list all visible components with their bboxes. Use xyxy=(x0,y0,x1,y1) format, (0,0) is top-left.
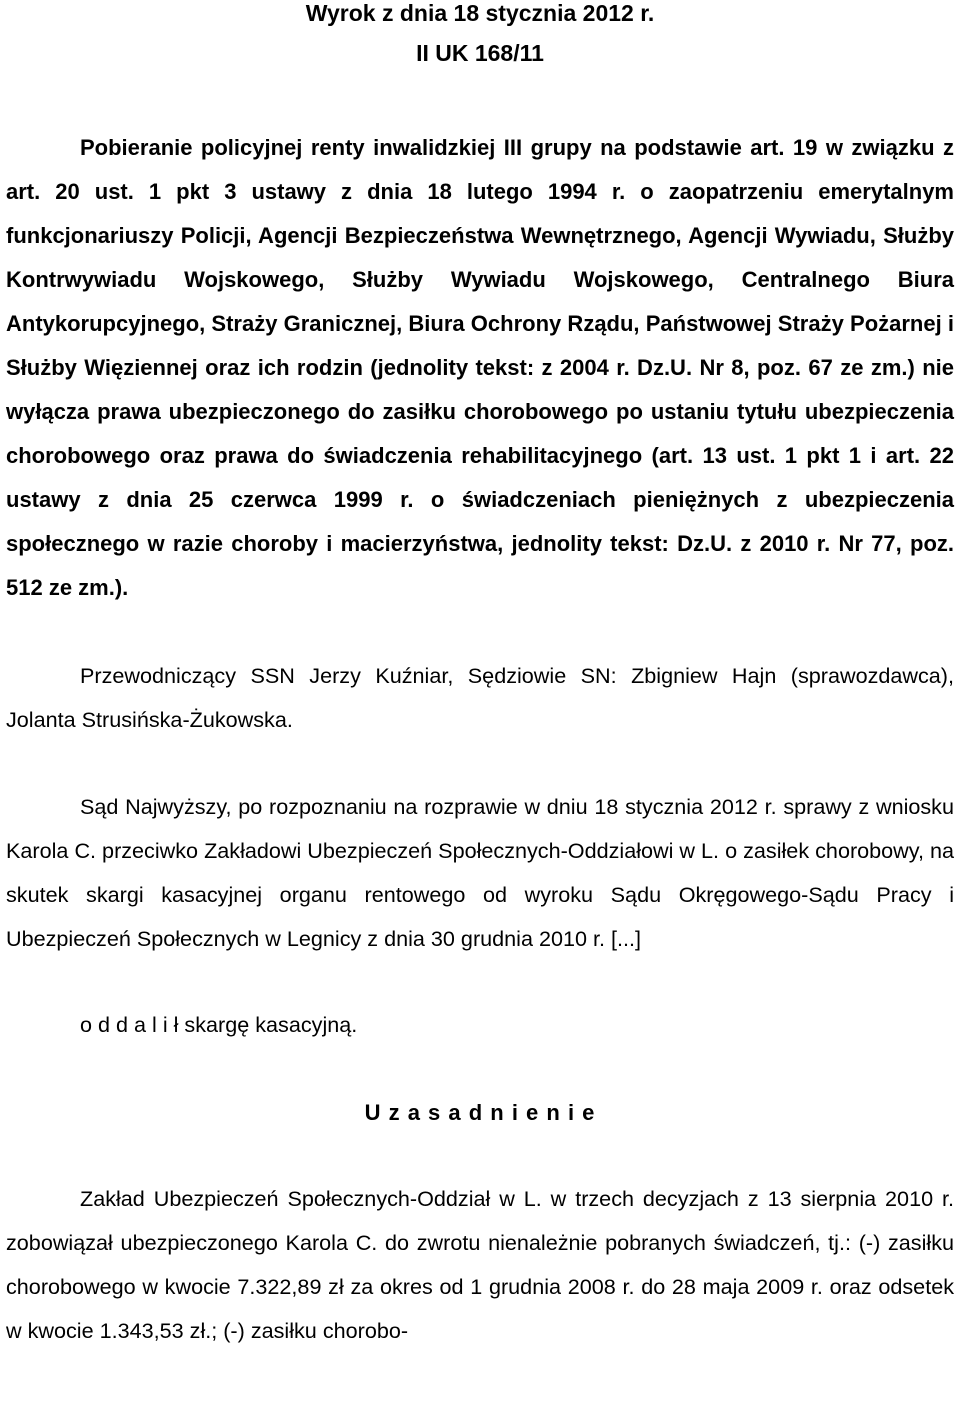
document-page xyxy=(6,0,954,1353)
justification-paragraph: Zakład Ubezpieczeń Społecznych-Oddział w L. w trzech decyzjach z 13 sierpnia 2010 r. zobowiązał ubezpieczonego Karola C. do zwrotu nienależnie pobranych świadczeń, tj.: (-) zasiłku chorobowego w kwocie 7.322,89 zł za okres od 1 grudnia 2008 r. do 28 maja 2009 r. oraz odsetek w kwocie 1.343,53 zł.; (-) zasiłku chorobo- xyxy=(6,1186,954,1343)
court-intro-paragraph: Sąd Najwyższy, po rozpoznaniu na rozprawie w dniu 18 stycznia 2012 r. sprawy z wniosku Karola C. przeciwko Zakładowi Ubezpieczeń Społecznych-Oddziałowi w L. o zasiłek chorobowy, na skutek skargi kasacyjnej organu rentowego od wyroku Sądu Okręgowego-Sądu Pracy i Ubezpieczeń Społecznych w Legnicy z dnia 30 grudnia 2010 r. [...] xyxy=(6,794,954,951)
thesis-paragraph: Pobieranie policyjnej renty inwalidzkiej III grupy na podstawie art. 19 w związku z art. 20 ust. 1 pkt 3 ustawy z dnia 18 lutego 1994 r. o zaopatrzeniu emerytalnym funkcjonariuszy Policji, Agencji Bezpieczeństwa Wewnętrznego, Agencji Wywiadu, Służby Kontrwywiadu Wojskowego, Służby Wywiadu Wojskowego, Centralnego Biura Antykorupcyjnego, Straży Granicznej, Biura Ochrony Rządu, Państwowej Straży Pożarnej i Służby Więziennej oraz ich rodzin (jednolity tekst: z 2004 r. Dz.U. Nr 8, poz. 67 ze zm.) nie wyłącza prawa ubezpieczonego do zasiłku chorobowego po ustaniu tytułu ubezpieczenia chorobowego oraz prawa do świadczenia rehabilitacyjnego (art. 13 ust. 1 pkt 1 i art. 22 ustawy z dnia 25 czerwca 1999 r. o świadczeniach pieniężnych z ubezpieczenia społecznego w razie choroby i macierzyństwa, jednolity tekst: Dz.U. z 2010 r. Nr 77, poz. 512 ze zm.). xyxy=(6,135,954,600)
case-signature-heading: II UK 168/11 xyxy=(416,40,544,66)
judgment-date-heading: Wyrok z dnia 18 stycznia 2012 r. xyxy=(305,0,655,26)
court-composition: Przewodniczący SSN Jerzy Kuźniar, Sędziowie SN: Zbigniew Hajn (sprawozdawca), Jolanta Strusińska-Żukowska. xyxy=(6,663,954,732)
justification-heading: U z a s a d n i e n i e xyxy=(364,1100,596,1125)
ruling-statement: o d d a l i ł skargę kasacyjną. xyxy=(80,1012,358,1037)
